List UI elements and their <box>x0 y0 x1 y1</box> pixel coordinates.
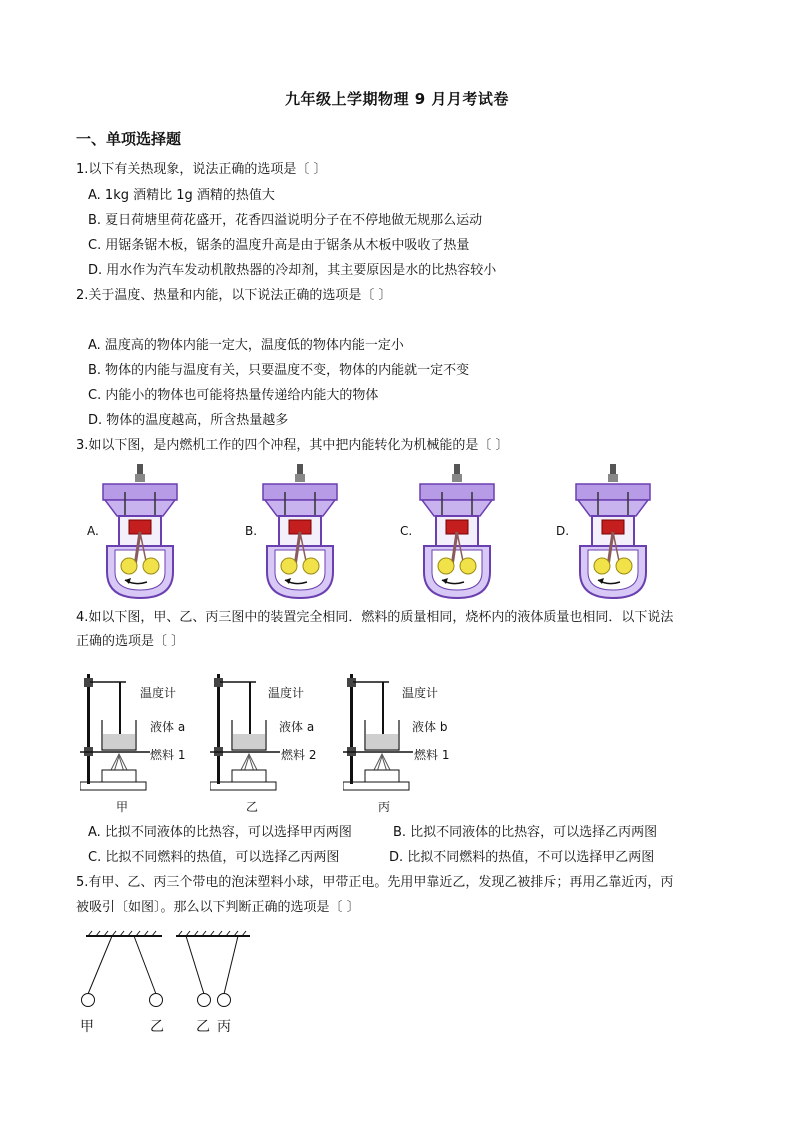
thermometer-label: 温度计 <box>402 686 439 700</box>
ball-label-bing: 丙 <box>217 1019 231 1035</box>
question-2-option-a: A. 温度高的物体内能一定大，温度低的物体内能一定小 <box>88 338 404 353</box>
question-5-stem-line-2: 被吸引〔如图〕。那么以下判断正确的选项是〔 〕 <box>76 900 360 915</box>
question-1-option-b: B. 夏日荷塘里荷花盛开，花香四溢说明分子在不停地做无规那么运动 <box>88 213 483 228</box>
question-2-option-c: C. 内能小的物体也可能将热量传递给内能大的物体 <box>88 388 379 403</box>
engine-diagram-b <box>255 462 345 602</box>
section-heading: 一、单项选择题 <box>76 130 182 148</box>
question-2-option-d: D. 物体的温度越高，所含热量越多 <box>88 413 289 428</box>
page-title: 九年级上学期物理 9 月月考试卷 <box>285 90 509 108</box>
liquid-label: 液体 a <box>279 720 315 734</box>
fuel-label: 燃料 1 <box>150 748 186 762</box>
question-1-option-a: A. 1kg 酒精比 1g 酒精的热值大 <box>88 188 275 203</box>
thermometer-label: 温度计 <box>268 686 305 700</box>
engine-diagram-d <box>568 462 658 602</box>
question-4-option-c: C. 比拟不同燃料的热值，可以选择乙丙两图 <box>88 850 340 865</box>
question-3-stem: 3.如以下图，是内燃机工作的四个冲程，其中把内能转化为机械能的是〔 〕 <box>76 438 509 453</box>
liquid-label: 液体 a <box>150 720 186 734</box>
question-2-stem: 2.关于温度、热量和内能，以下说法正确的选项是〔 〕 <box>76 288 392 303</box>
figure-caption-yi: 乙 <box>246 800 259 814</box>
engine-label-c: C. <box>400 524 413 538</box>
figure-caption-jia: 甲 <box>116 800 129 814</box>
question-4-stem-line-2: 正确的选项是〔 〕 <box>76 634 185 649</box>
figure-caption-bing: 丙 <box>378 800 391 814</box>
question-4-option-d: D. 比拟不同燃料的热值，不可以选择甲乙两图 <box>389 850 655 865</box>
ball-label-yi: 乙 <box>150 1019 164 1035</box>
engine-label-b: B. <box>245 524 258 538</box>
question-4-option-a: A. 比拟不同液体的比热容，可以选择甲丙两图 <box>88 825 352 840</box>
engine-diagram-a <box>95 462 185 602</box>
fuel-label: 燃料 1 <box>414 748 450 762</box>
engine-diagram-c <box>412 462 502 602</box>
fuel-label: 燃料 2 <box>281 748 317 762</box>
charged-balls-diagram <box>76 928 256 1018</box>
engine-label-a: A. <box>87 524 99 538</box>
question-4-stem-line-1: 4.如以下图，甲、乙、丙三图中的装置完全相同．燃料的质量相同，烧杯内的液体质量也相同．以下说法 <box>76 610 674 625</box>
thermometer-label: 温度计 <box>140 686 177 700</box>
ball-label-yi-2: 乙 <box>196 1019 210 1035</box>
question-5-stem-line-1: 5.有甲、乙、丙三个带电的泡沫塑料小球，甲带正电。先用甲靠近乙，发现乙被排斥；再用乙靠近丙，丙 <box>76 875 674 890</box>
engine-label-d: D. <box>556 524 570 538</box>
question-1-stem: 1.以下有关热现象，说法正确的选项是〔 〕 <box>76 162 327 177</box>
ball-label-jia: 甲 <box>80 1019 94 1035</box>
liquid-label: 液体 b <box>412 720 448 734</box>
question-4-option-b: B. 比拟不同液体的比热容，可以选择乙丙两图 <box>393 825 658 840</box>
question-1-option-c: C. 用锯条锯木板，锯条的温度升高是由于锯条从木板中吸收了热量 <box>88 238 470 253</box>
question-2-option-b: B. 物体的内能与温度有关，只要温度不变，物体的内能就一定不变 <box>88 363 470 378</box>
question-1-option-d: D. 用水作为汽车发动机散热器的冷却剂，其主要原因是水的比热容较小 <box>88 263 497 278</box>
